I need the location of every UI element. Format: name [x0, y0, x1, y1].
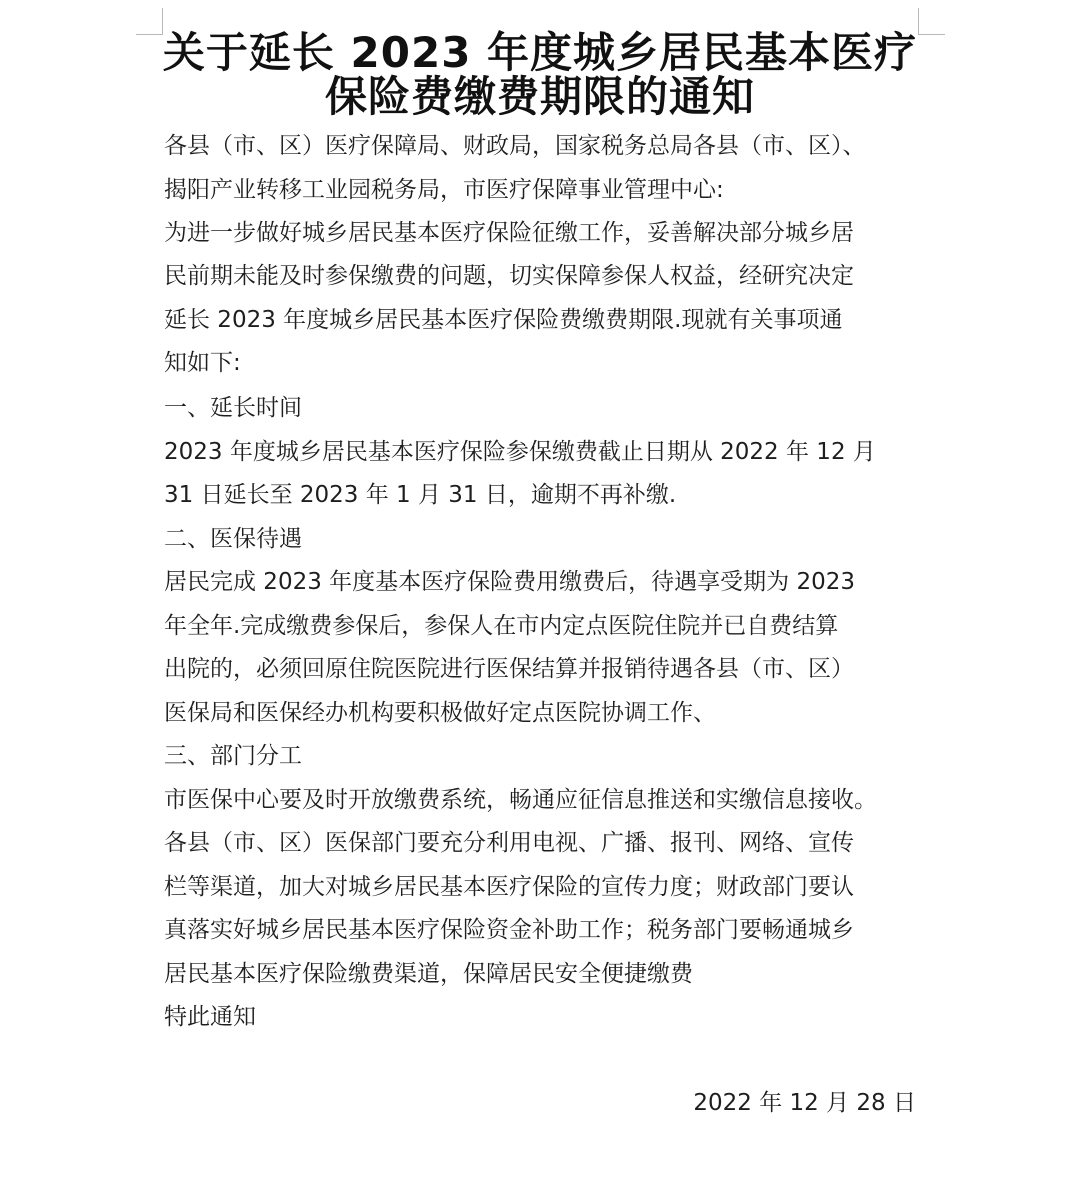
section-3-line-2: 各县（市、区）医保部门要充分利用电视、广播、报刊、网络、宣传	[164, 830, 854, 856]
section-3-line-1: 市医保中心要及时开放缴费系统，畅通应征信息推送和实缴信息接收。	[164, 787, 877, 813]
intro-line-3: 延长 2023 年度城乡居民基本医疗保险费缴费期限.现就有关事项通	[164, 307, 843, 333]
section-2-line-1: 居民完成 2023 年度基本医疗保险费用缴费后，待遇享受期为 2023	[164, 569, 855, 595]
addressee-line-2: 揭阳产业转移工业园税务局，市医疗保障事业管理中心:	[164, 177, 724, 203]
section-3-heading: 三、部门分工	[164, 743, 302, 769]
section-1-line-2: 31 日延长至 2023 年 1 月 31 日，逾期不再补缴.	[164, 482, 677, 508]
section-2-heading: 二、医保待遇	[164, 526, 302, 552]
section-3-line-5: 居民基本医疗保险缴费渠道，保障居民安全便捷缴费	[164, 961, 693, 987]
section-2-line-4: 医保局和医保经办机构要积极做好定点医院协调工作、	[164, 700, 716, 726]
document-title-line-1: 关于延长 2023 年度城乡居民基本医疗	[162, 28, 918, 77]
closing-text: 特此通知	[164, 1004, 256, 1030]
intro-line-2: 民前期未能及时参保缴费的问题，切实保障参保人权益，经研究决定	[164, 263, 854, 289]
document-date: 2022 年 12 月 28 日	[693, 1090, 916, 1116]
intro-line-1: 为进一步做好城乡居民基本医疗保险征缴工作，妥善解决部分城乡居	[164, 220, 854, 246]
section-3-line-3: 栏等渠道，加大对城乡居民基本医疗保险的宣传力度；财政部门要认	[164, 874, 854, 900]
intro-line-4: 知如下:	[164, 350, 241, 376]
section-3-line-4: 真落实好城乡居民基本医疗保险资金补助工作；税务部门要畅通城乡	[164, 917, 854, 943]
addressee-line-1: 各县（市、区）医疗保障局、财政局，国家税务总局各县（市、区）、	[164, 133, 866, 159]
section-2-line-3: 出院的，必须回原住院医院进行医保结算并报销待遇各县（市、区）	[164, 656, 854, 682]
section-1-heading: 一、延长时间	[164, 395, 302, 421]
section-1-line-1: 2023 年度城乡居民基本医疗保险参保缴费截止日期从 2022 年 12 月	[164, 439, 876, 465]
section-2-line-2: 年全年.完成缴费参保后，参保人在市内定点医院住院并已自费结算	[164, 613, 839, 639]
document-title-line-2: 保险费缴费期限的通知	[324, 72, 755, 121]
